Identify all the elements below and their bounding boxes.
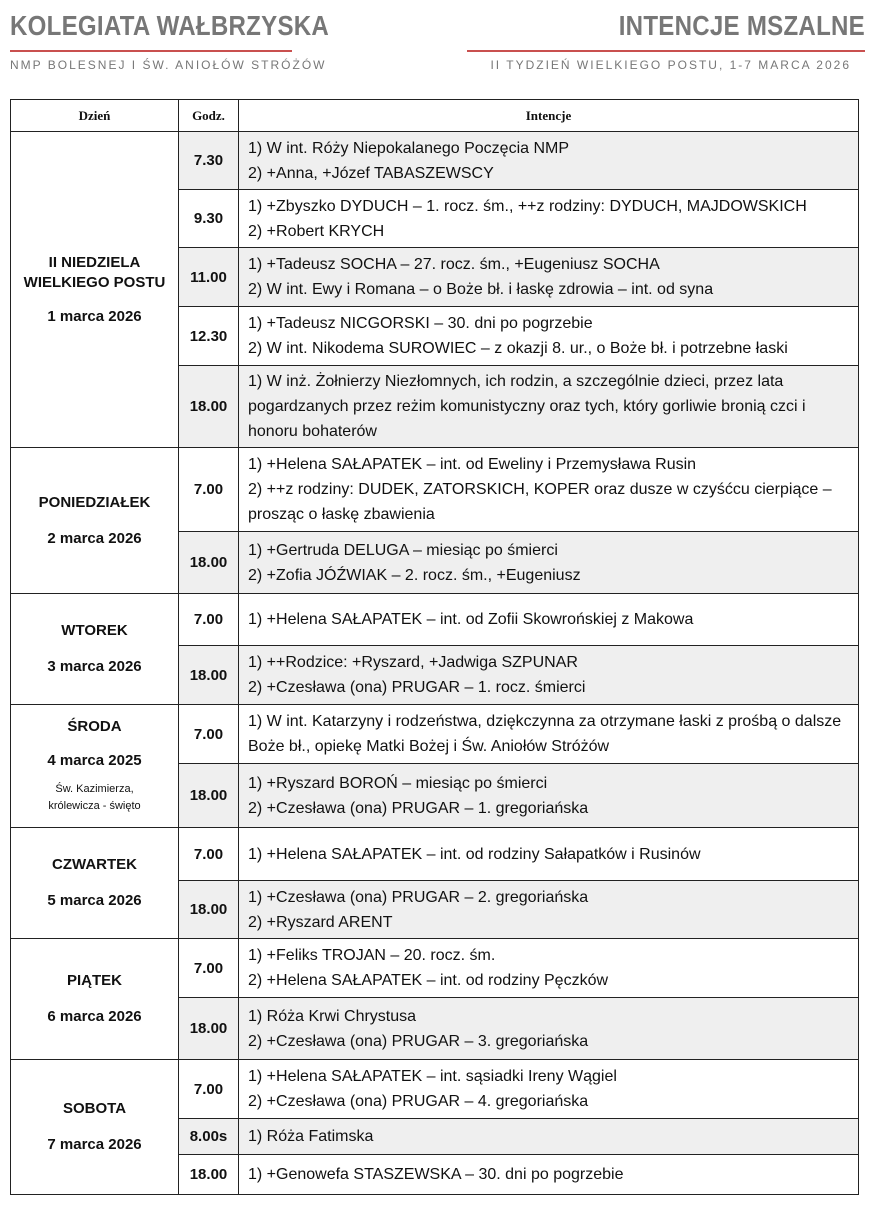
intention-line: 1) +Tadeusz SOCHA – 27. rocz. śm., +Eugeniusz SOCHA: [248, 256, 660, 273]
mass-intentions: [239, 1060, 859, 1119]
mass-time: 7.00: [179, 705, 239, 764]
table-row: [11, 132, 859, 190]
title-underline: [10, 50, 292, 52]
intention-line: 1) +Helena SAŁAPATEK – int. od Eweliny i Przemysława Rusin: [248, 456, 697, 473]
feast-note-line: królewicza - święto: [48, 800, 141, 812]
day-cell-thursday: [11, 828, 179, 939]
day-name: WIELKIEGO POSTU: [23, 273, 166, 291]
intention-line: 1) +Feliks TROJAN – 20. rocz. śm.: [248, 947, 496, 964]
mass-time: 8.00s: [179, 1119, 239, 1155]
mass-intentions: [239, 248, 859, 307]
mass-intentions: [239, 705, 859, 764]
mass-time: 12.30: [179, 307, 239, 366]
mass-intentions: [239, 532, 859, 594]
mass-intentions: [239, 939, 859, 998]
intentions-table: [10, 99, 859, 1195]
intention-line: 1) ++Rodzice: +Ryszard, +Jadwiga SZPUNAR: [248, 654, 578, 671]
mass-intentions: [239, 1155, 859, 1195]
week-subtitle: II TYDZIEŃ WIELKIEGO POSTU, 1-7 MARCA 2026: [490, 58, 851, 72]
intention-line: 1) +Helena SAŁAPATEK – int. od Zofii Skowrońskiej z Makowa: [248, 611, 694, 628]
day-name: ŚRODA: [67, 718, 122, 735]
table-row: [11, 594, 859, 646]
mass-intentions: [239, 1119, 859, 1155]
page-title: INTENCJE MSZALNE: [618, 10, 865, 41]
church-subtitle: NMP BOLESNEJ I ŚW. ANIOŁÓW STRÓŻÓW: [10, 58, 327, 72]
table-row: [11, 939, 859, 998]
intention-line: 2) W int. Nikodema SUROWIEC – z okazji 8. ur., o Boże bł. i potrzebne łaski: [248, 340, 788, 357]
mass-time: 18.00: [179, 366, 239, 448]
day-date: 1 marca 2026: [47, 307, 142, 325]
intention-line: 1) Róża Fatimska: [248, 1128, 374, 1145]
intention-line: 2) +Zofia JÓŹWIAK – 2. rocz. śm., +Eugeniusz: [248, 566, 581, 584]
mass-time: 18.00: [179, 532, 239, 594]
mass-intentions: [239, 307, 859, 366]
mass-intentions: [239, 366, 859, 448]
header-left: [10, 8, 330, 72]
column-header-day: Dzień: [11, 100, 179, 132]
intention-line: 1) +Czesława (ona) PRUGAR – 2. gregoriańska: [248, 888, 589, 906]
mass-time: 18.00: [179, 998, 239, 1060]
day-cell-wednesday: [11, 705, 179, 828]
mass-intentions: [239, 881, 859, 939]
intention-line: 2) +Czesława (ona) PRUGAR – 4. gregoriańska: [248, 1093, 589, 1110]
day-name: PIĄTEK: [66, 972, 122, 989]
intention-line: 1) +Helena SAŁAPATEK – int. od rodziny Sałapatków i Rusinów: [248, 845, 701, 863]
day-name: CZWARTEK: [52, 856, 137, 873]
mass-intentions: [239, 998, 859, 1060]
intention-line: 1) W int. Katarzyny i rodzeństwa, dziękczynna za otrzymane łaski z prośbą o dalsze Boże bł., opiekę Matki Bożej i Św. Aniołów Stróżów: [248, 713, 842, 755]
intention-line: 1) +Helena SAŁAPATEK – int. sąsiadki Ireny Wągiel: [248, 1068, 617, 1085]
day-date: 7 marca 2026: [47, 1136, 142, 1153]
intention-line: 2) +Czesława (ona) PRUGAR – 1. gregoriańska: [248, 799, 589, 817]
mass-intentions: [239, 190, 859, 248]
intention-line: 1) +Gertruda DELUGA – miesiąc po śmierci: [248, 541, 558, 559]
column-header-time: Godz.: [179, 100, 239, 132]
mass-time: 11.00: [179, 248, 239, 307]
mass-intentions: [239, 764, 859, 828]
title-underline: [467, 50, 865, 52]
mass-time: 9.30: [179, 190, 239, 248]
mass-intentions: [239, 594, 859, 646]
table-row: [11, 448, 859, 532]
day-name: PONIEDZIAŁEK: [38, 493, 151, 511]
mass-time: 7.30: [179, 132, 239, 190]
table-row: [11, 828, 859, 881]
day-date: 5 marca 2026: [47, 892, 142, 909]
intention-line: 2) +Helena SAŁAPATEK – int. od rodziny Pęczków: [248, 972, 609, 989]
mass-intentions: [239, 132, 859, 190]
intention-line: 1) +Ryszard BOROŃ – miesiąc po śmierci: [248, 774, 548, 792]
intention-line: 2) +Robert KRYCH: [248, 222, 385, 240]
intention-line: 1) Róża Krwi Chrystusa: [248, 1007, 417, 1025]
mass-time: 7.00: [179, 828, 239, 881]
day-date: 6 marca 2026: [47, 1008, 142, 1025]
header-right: [467, 8, 865, 72]
feast-note-line: Św. Kazimierza,: [55, 783, 134, 795]
day-name: II NIEDZIELA: [48, 253, 141, 271]
mass-time: 18.00: [179, 881, 239, 939]
day-cell-tuesday: [11, 594, 179, 705]
intention-line: 1) +Genowefa STASZEWSKA – 30. dni po pogrzebie: [248, 1166, 624, 1183]
mass-intentions: [239, 448, 859, 532]
intention-line: 1) W inż. Żołnierzy Niezłomnych, ich rodzin, a szczególnie dzieci, przez lata pogardzanych przez reżim komunistyczny oraz tych, który gorliwie bronią czci i honoru bohaterów: [248, 373, 806, 440]
intention-line: 2) +Czesława (ona) PRUGAR – 1. rocz. śmierci: [248, 679, 586, 696]
day-cell-sunday: [11, 132, 179, 448]
day-date: 3 marca 2026: [47, 658, 142, 675]
intention-line: 2) ++z rodziny: DUDEK, ZATORSKICH, KOPER oraz dusze w czyśćcu cierpiące – prosząc o łaskę zbawienia: [248, 481, 832, 523]
intention-line: 1) W int. Róży Niepokalanego Poczęcia NMP: [248, 139, 570, 157]
intention-line: 1) +Zbyszko DYDUCH – 1. rocz. śm., ++z rodziny: DYDUCH, MAJDOWSKICH: [248, 197, 807, 215]
day-cell-friday: [11, 939, 179, 1060]
intention-line: 2) W int. Ewy i Romana – o Boże bł. i łaskę zdrowia – int. od syna: [248, 281, 714, 298]
mass-time: 7.00: [179, 939, 239, 998]
day-date: 4 marca 2025: [47, 752, 142, 769]
day-date: 2 marca 2026: [47, 529, 142, 547]
mass-time: 18.00: [179, 764, 239, 828]
church-title: KOLEGIATA WAŁBRZYSKA: [10, 10, 330, 41]
mass-time: 18.00: [179, 1155, 239, 1195]
day-cell-monday: [11, 448, 179, 594]
mass-intentions: [239, 828, 859, 881]
mass-time: 18.00: [179, 646, 239, 705]
column-header-intentions: Intencje: [239, 100, 859, 132]
intention-line: 2) +Czesława (ona) PRUGAR – 3. gregoriańska: [248, 1032, 589, 1050]
intention-line: 1) +Tadeusz NICGORSKI – 30. dni po pogrzebie: [248, 315, 593, 332]
intention-line: 2) +Anna, +Józef TABASZEWSCY: [248, 164, 494, 182]
mass-intentions: [239, 646, 859, 705]
day-name: SOBOTA: [62, 1100, 127, 1117]
table-header-row: [11, 100, 859, 132]
intention-line: 2) +Ryszard ARENT: [248, 913, 393, 931]
mass-time: 7.00: [179, 1060, 239, 1119]
feast-note: [11, 781, 178, 815]
table-row: [11, 1060, 859, 1119]
day-name: WTOREK: [61, 622, 128, 639]
mass-time: 7.00: [179, 594, 239, 646]
table-row: [11, 705, 859, 764]
mass-time: 7.00: [179, 448, 239, 532]
day-cell-saturday: [11, 1060, 179, 1195]
